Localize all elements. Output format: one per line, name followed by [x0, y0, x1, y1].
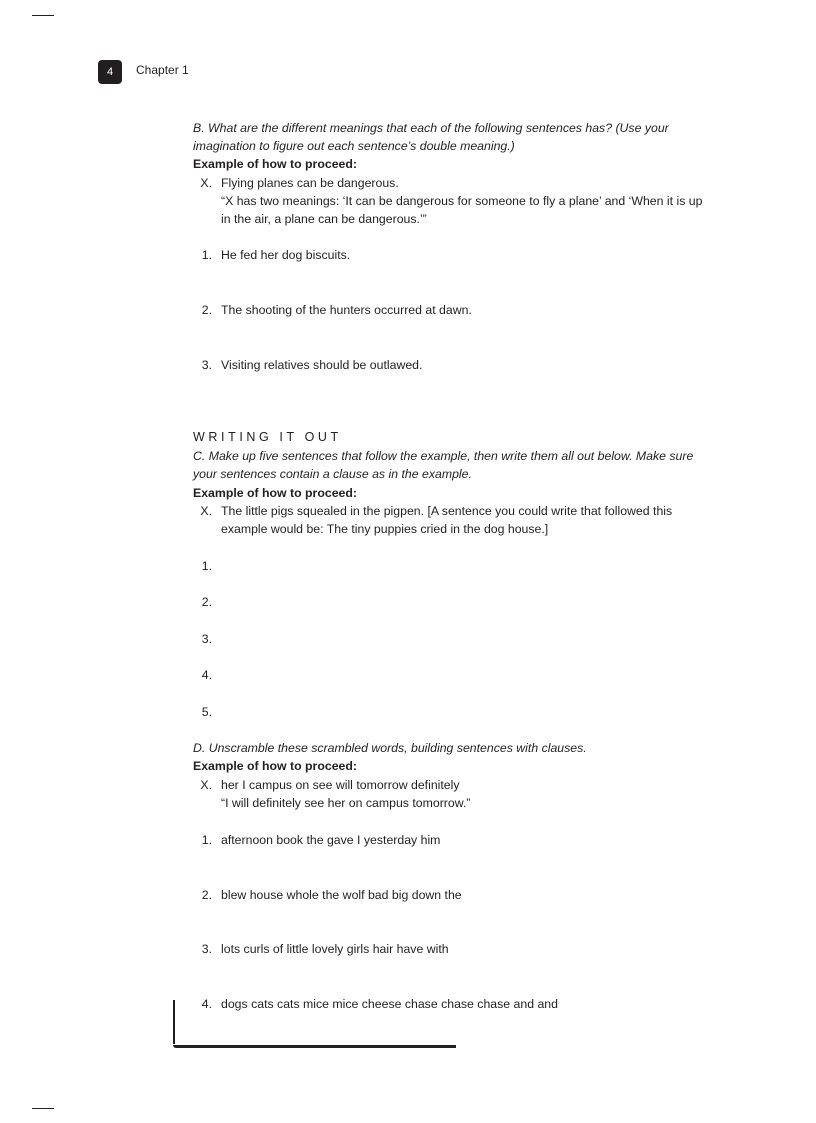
section-d-example-line-2: “I will definitely see her on campus tomorrow.” [221, 796, 471, 810]
section-c-example-label: Example of how to proceed: [193, 486, 357, 500]
section-d-item-number: 3. [201, 942, 212, 956]
section-b-item-number: 2. [201, 303, 212, 317]
section-d-item-text: dogs cats cats mice mice cheese chase chase chase and and [221, 997, 558, 1011]
decorative-bracket-vertical [173, 1000, 175, 1044]
section-b-example-line-3: in the air, a plane can be dangerous.’” [221, 212, 427, 226]
section-d-example-line-1: her I campus on see will tomorrow definitely [221, 778, 460, 792]
section-d-example-marker: X. [200, 778, 212, 792]
section-d-example-label: Example of how to proceed: [193, 759, 357, 773]
section-d-item-text: blew house whole the wolf bad big down the [221, 888, 462, 902]
section-b-prompt-line-2: imagination to figure out each sentence’s double meaning.) [193, 139, 515, 153]
section-d-item-number: 1. [201, 833, 212, 847]
section-c-prompt-line-2: your sentences contain a clause as in the example. [193, 467, 472, 481]
section-b-example-line-2: “X has two meanings: ‘It can be dangerous for someone to fly a plane’ and ‘When it is up [221, 194, 703, 208]
section-c-item-number: 1. [201, 559, 212, 573]
section-d-item-text: lots curls of little lovely girls hair have with [221, 942, 449, 956]
section-b-item-text: Visiting relatives should be outlawed. [221, 358, 423, 372]
section-c-item-number: 5. [201, 705, 212, 719]
section-d-prompt: D. Unscramble these scrambled words, building sentences with clauses. [193, 741, 587, 755]
section-heading-writing-it-out: WRITING IT OUT [193, 430, 342, 444]
section-d-item-text: afternoon book the gave I yesterday him [221, 833, 441, 847]
section-c-item-number: 4. [201, 668, 212, 682]
section-b-item-number: 1. [201, 248, 212, 262]
section-b-example-label: Example of how to proceed: [193, 157, 357, 171]
section-b-item-text: He fed her dog biscuits. [221, 248, 351, 262]
section-d-item-number: 2. [201, 888, 212, 902]
section-c-prompt-line-1: C. Make up five sentences that follow the example, then write them all out below. Make sure [193, 449, 694, 463]
page-number-badge: 4 [98, 60, 122, 84]
crop-mark-bottom [32, 1108, 54, 1109]
running-header-chapter: Chapter 1 [136, 63, 189, 77]
crop-mark-top [32, 15, 54, 16]
section-b-item-text: The shooting of the hunters occurred at dawn. [221, 303, 472, 317]
section-d-item-number: 4. [201, 997, 212, 1011]
section-c-example-marker: X. [200, 504, 212, 518]
section-c-example-line-2: example would be: The tiny puppies cried in the dog house.] [221, 522, 549, 536]
section-c-item-number: 3. [201, 632, 212, 646]
section-b-example-line-1: Flying planes can be dangerous. [221, 176, 399, 190]
decorative-bracket-horizontal [173, 1045, 456, 1048]
section-b-item-number: 3. [201, 358, 212, 372]
section-b-prompt-line-1: B. What are the different meanings that each of the following sentences has? (Use your [193, 121, 669, 135]
section-b-example-marker: X. [200, 176, 212, 190]
section-c-item-number: 2. [201, 595, 212, 609]
section-c-example-line-1: The little pigs squealed in the pigpen. [A sentence you could write that followed this [221, 504, 673, 518]
